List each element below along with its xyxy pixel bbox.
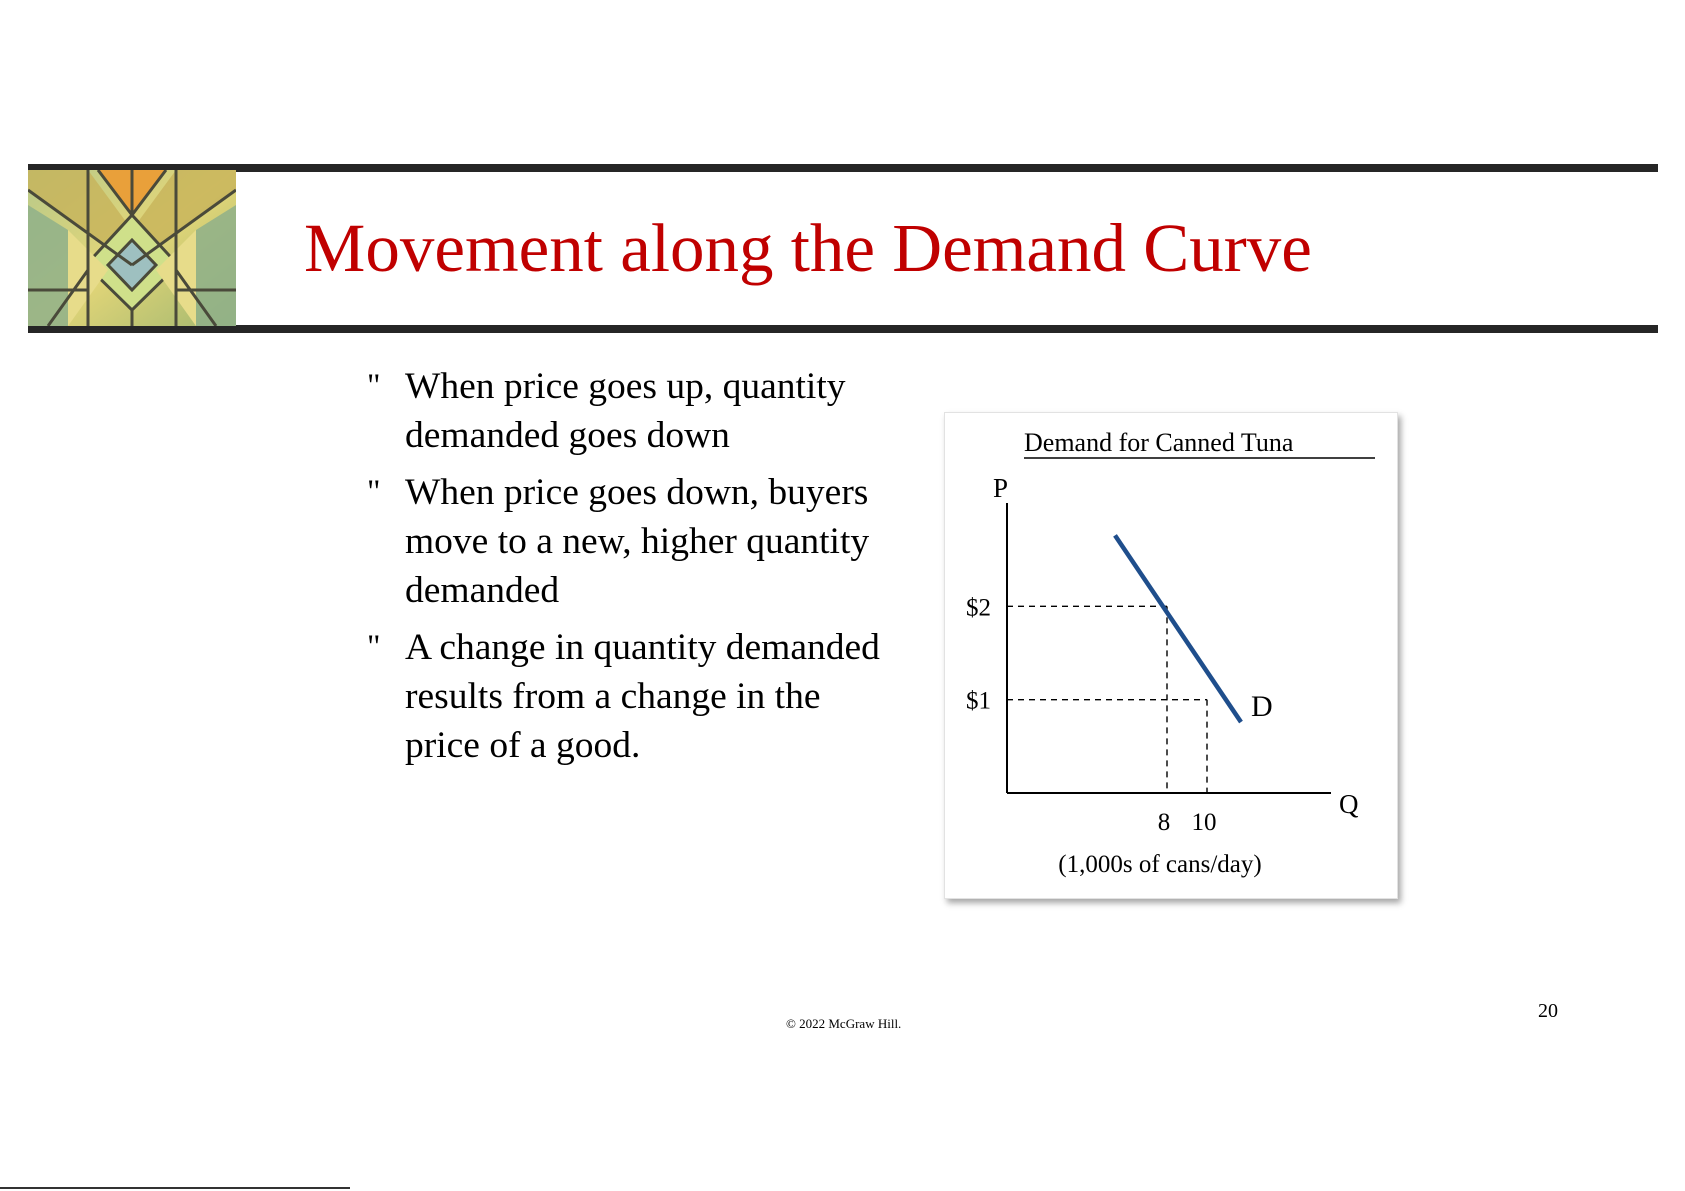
x-axis-label: Q bbox=[1339, 789, 1359, 819]
y-axis-label: P bbox=[993, 473, 1009, 503]
bottom-rule bbox=[0, 1187, 350, 1189]
x-axis-unit-label: (1,000s of cans/day) bbox=[1058, 851, 1262, 878]
chart-canvas bbox=[945, 413, 1397, 898]
page-number: 20 bbox=[1538, 1000, 1558, 1022]
y-tick-label: $1 bbox=[966, 687, 991, 715]
bullet-list bbox=[362, 362, 882, 778]
demand-chart bbox=[944, 412, 1398, 899]
bullet-text: A change in quantity demanded results from a change in the price of a good. bbox=[405, 627, 880, 766]
x-tick-label: 10 bbox=[1191, 809, 1217, 836]
bullet-item bbox=[362, 623, 882, 770]
chart-title: Demand for Canned Tuna bbox=[1024, 428, 1294, 457]
stained-glass-logo-icon bbox=[28, 170, 236, 326]
demand-curve-label: D bbox=[1251, 690, 1273, 724]
header-rule-bottom bbox=[28, 325, 1658, 333]
bullet-marker: " bbox=[367, 474, 381, 510]
bullet-marker: " bbox=[367, 368, 381, 404]
bullet-item bbox=[362, 362, 882, 460]
header-rule-top bbox=[28, 164, 1658, 172]
demand-curve-line bbox=[1115, 535, 1241, 722]
bullet-text: When price goes down, buyers move to a new, higher quantity demanded bbox=[405, 472, 870, 611]
bullet-marker: " bbox=[367, 629, 381, 665]
copyright-notice: © 2022 McGraw Hill. bbox=[786, 1016, 902, 1031]
x-tick-label: 8 bbox=[1157, 809, 1171, 836]
bullet-text: When price goes up, quantity demanded goes down bbox=[405, 366, 846, 456]
y-tick-label: $2 bbox=[966, 594, 991, 622]
slide-title: Movement along the Demand Curve bbox=[304, 210, 1312, 286]
bullet-item bbox=[362, 468, 882, 615]
